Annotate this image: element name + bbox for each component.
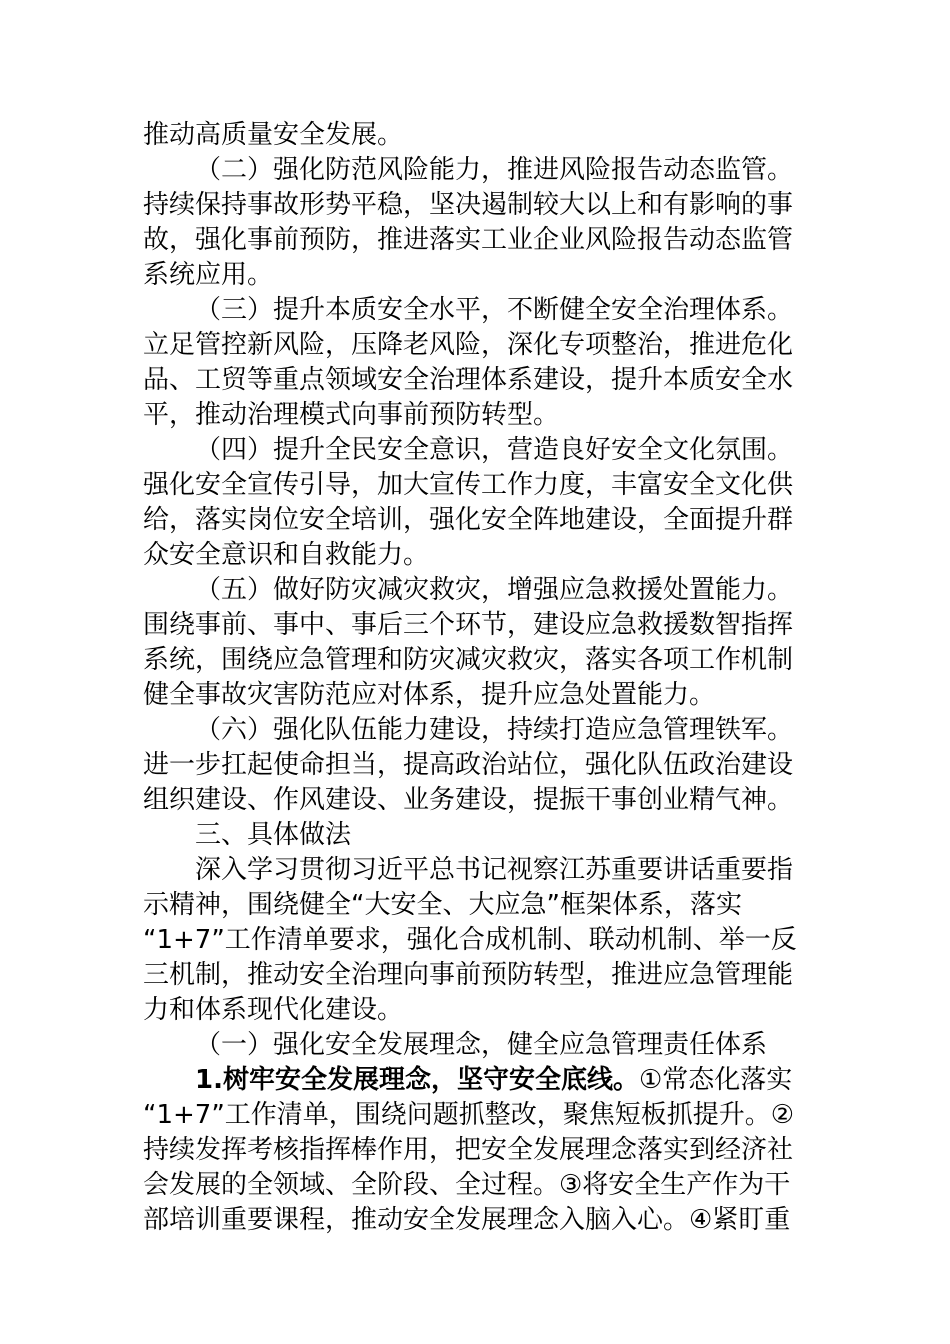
text-line: 持续保持事故形势平稳，坚决遏制较大以上和有影响的事 [143, 190, 794, 220]
text-line: 系统应用。 [143, 260, 274, 290]
text-line: 组织建设、作风建设、业务建设，提振干事创业精气神。 [143, 785, 794, 815]
text-line: 系统，围绕应急管理和防灾减灾救灾，落实各项工作机制 [143, 645, 794, 675]
text-line: 推动高质量安全发展。 [143, 120, 404, 150]
item-text: ①常态化落实 [638, 1065, 793, 1095]
text-line: “1+7”工作清单要求，强化合成机制、联动机制、举一反 [143, 925, 797, 955]
text-line: 示精神，围绕健全“大安全、大应急”框架体系，落实 [143, 890, 742, 920]
text-line: 健全事故灾害防范应对体系，提升应急处置能力。 [143, 680, 716, 710]
item-heading: 1.树牢安全发展理念，坚守安全底线。 [195, 1065, 639, 1095]
text-line: “1+7”工作清单，围绕问题抓整改，聚焦短板抓提升。② [143, 1100, 795, 1130]
section-heading: （四）提升全民安全意识，营造良好安全文化氛围。 [195, 435, 794, 465]
text-line [195, 1063, 792, 1097]
text-line: 品、工贸等重点领域安全治理体系建设，提升本质安全水 [143, 365, 794, 395]
text-line: 进一步扛起使命担当，提高政治站位，强化队伍政治建设 [143, 750, 794, 780]
chapter-heading: 三、具体做法 [195, 820, 352, 850]
text-line: 平，推动治理模式向事前预防转型。 [143, 400, 560, 430]
text-line: 给，落实岗位安全培训，强化安全阵地建设，全面提升群 [143, 505, 794, 535]
text-line: 强化安全宣传引导，加大宣传工作力度，丰富安全文化供 [143, 470, 794, 500]
section-heading: （三）提升本质安全水平，不断健全安全治理体系。 [195, 295, 794, 325]
text-line: 会发展的全领域、全阶段、全过程。③将安全生产作为干 [143, 1170, 791, 1200]
text-line: 三机制，推动安全治理向事前预防转型，推进应急管理能 [143, 960, 794, 990]
text-line: 力和体系现代化建设。 [143, 995, 404, 1025]
text-line: 深入学习贯彻习近平总书记视察江苏重要讲话重要指 [195, 855, 794, 885]
text-line: 围绕事前、事中、事后三个环节，建设应急救援数智指挥 [143, 610, 794, 640]
section-heading: （五）做好防灾减灾救灾，增强应急救援处置能力。 [195, 575, 794, 605]
text-line: 众安全意识和自救能力。 [143, 540, 430, 570]
section-heading: （二）强化防范风险能力，推进风险报告动态监管。 [195, 155, 794, 185]
text-line: 立足管控新风险，压降老风险，深化专项整治，推进危化 [143, 330, 794, 360]
section-heading: （一）强化安全发展理念，健全应急管理责任体系 [195, 1030, 768, 1060]
text-line: 故，强化事前预防，推进落实工业企业风险报告动态监管 [143, 225, 794, 255]
text-line: 部培训重要课程，推动安全发展理念入脑入心。④紧盯重 [143, 1205, 791, 1235]
section-heading: （六）强化队伍能力建设，持续打造应急管理铁军。 [195, 715, 794, 745]
text-line: 持续发挥考核指挥棒作用，把安全发展理念落实到经济社 [143, 1135, 794, 1165]
